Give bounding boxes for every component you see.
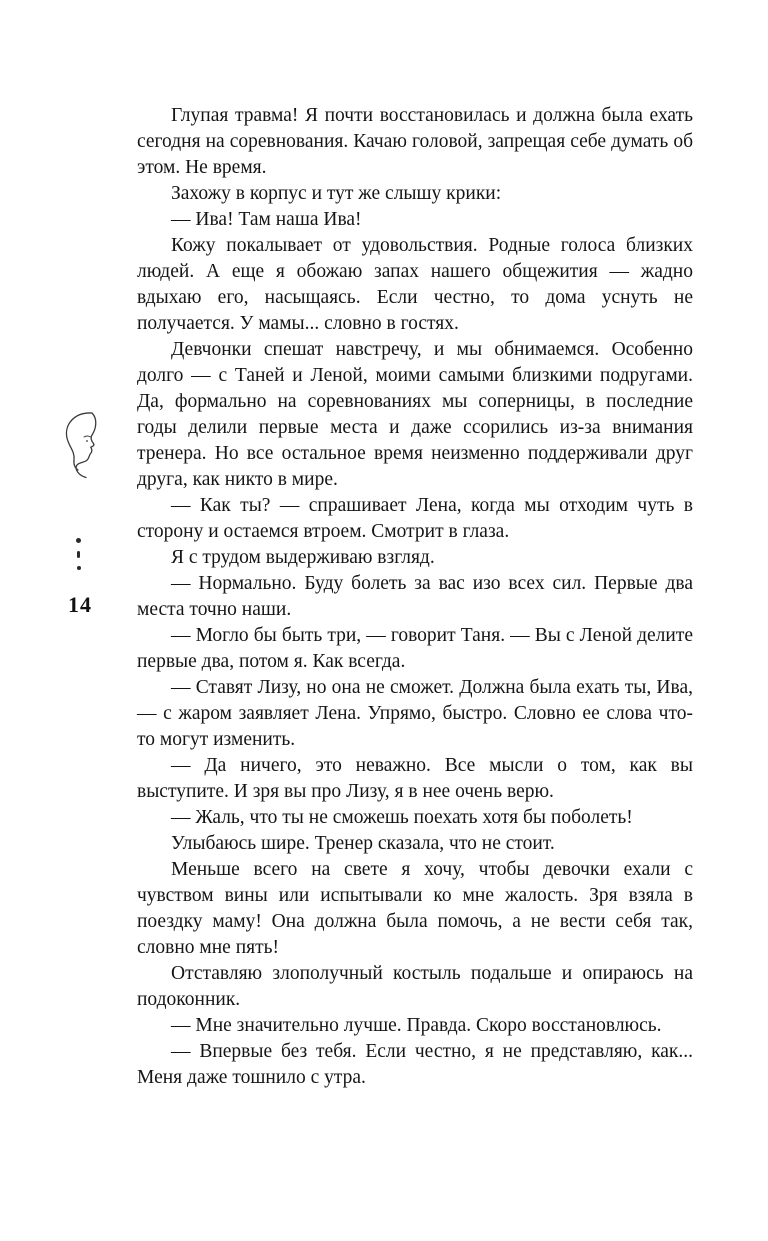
page-number: 14 <box>68 592 92 617</box>
paragraph: Девчонки спешат навстречу, и мы обнимаемся. Особенно долго — с Таней и Леной, моими самыми близкими подругами. Да, формально на соревнованиях мы соперницы, в последние годы делили первые места и даже ссорились из-за внимания тренера. Но все остальное время неизменно поддерживали друг друга, как никто в мире. <box>137 339 693 490</box>
paragraph: Глупая травма! Я почти восстановилась и должна была ехать сегодня на соревнования. Качаю головой, запрещая себе думать об этом. Не время. <box>137 105 693 178</box>
paragraph: Захожу в корпус и тут же слышу крики: <box>171 183 502 204</box>
paragraph-dialogue: — Могло бы быть три, — говорит Таня. — Вы с Леной делите первые два, потом я. Как всегда. <box>137 625 693 672</box>
paragraph: Улыбаюсь шире. Тренер сказала, что не стоит. <box>171 833 555 854</box>
paragraph: Меньше всего на свете я хочу, чтобы девочки ехали с чувством вины или испытывали ко мне жалость. Зря взяла в поездку маму! Она должна была помочь, а не вести себя так, словно мне пять! <box>137 859 693 958</box>
paragraph-dialogue: — Нормально. Буду болеть за вас изо всех сил. Первые два места точно наши. <box>137 573 693 620</box>
paragraph: Я с трудом выдерживаю взгляд. <box>171 547 435 568</box>
dots-ornament-icon <box>76 538 81 570</box>
paragraph-dialogue: — Ставят Лизу, но она не сможет. Должна была ехать ты, Ива, — с жаром заявляет Лена. Упрямо, быстро. Словно ее слова что-то могут изменить. <box>137 677 693 750</box>
ornament-dash <box>77 551 80 558</box>
text-column <box>137 103 693 1091</box>
paragraph-dialogue: — Да ничего, это неважно. Все мысли о том, как вы выступите. И зря вы про Лизу, я в нее очень верю. <box>137 755 693 802</box>
paragraph-dialogue: — Ива! Там наша Ива! <box>171 209 362 230</box>
paragraph-dialogue: — Впервые без тебя. Если честно, я не представляю, как... Меня даже тошнило с утра. <box>137 1041 693 1088</box>
paragraph: Отставляю злополучный костыль подальше и опираюсь на подоконник. <box>137 963 693 1010</box>
ornament-dot <box>76 538 81 543</box>
face-profile-illustration <box>56 408 112 504</box>
ornament-dot <box>77 566 81 570</box>
paragraph-dialogue: — Мне значительно лучше. Правда. Скоро восстановлюсь. <box>171 1015 662 1036</box>
left-margin <box>0 0 137 1241</box>
paragraph-dialogue: — Жаль, что ты не сможешь поехать хотя бы поболеть! <box>171 807 633 828</box>
paragraph: Кожу покалывает от удовольствия. Родные голоса близких людей. А еще я обожаю запах нашего общежития — жадно вдыхаю его, насыщаясь. Если честно, то дома уснуть не получается. У мамы... словно в гостях. <box>137 235 693 334</box>
paragraph-dialogue: — Как ты? — спрашивает Лена, когда мы отходим чуть в сторону и остаемся втроем. Смотрит в глаза. <box>137 495 693 542</box>
